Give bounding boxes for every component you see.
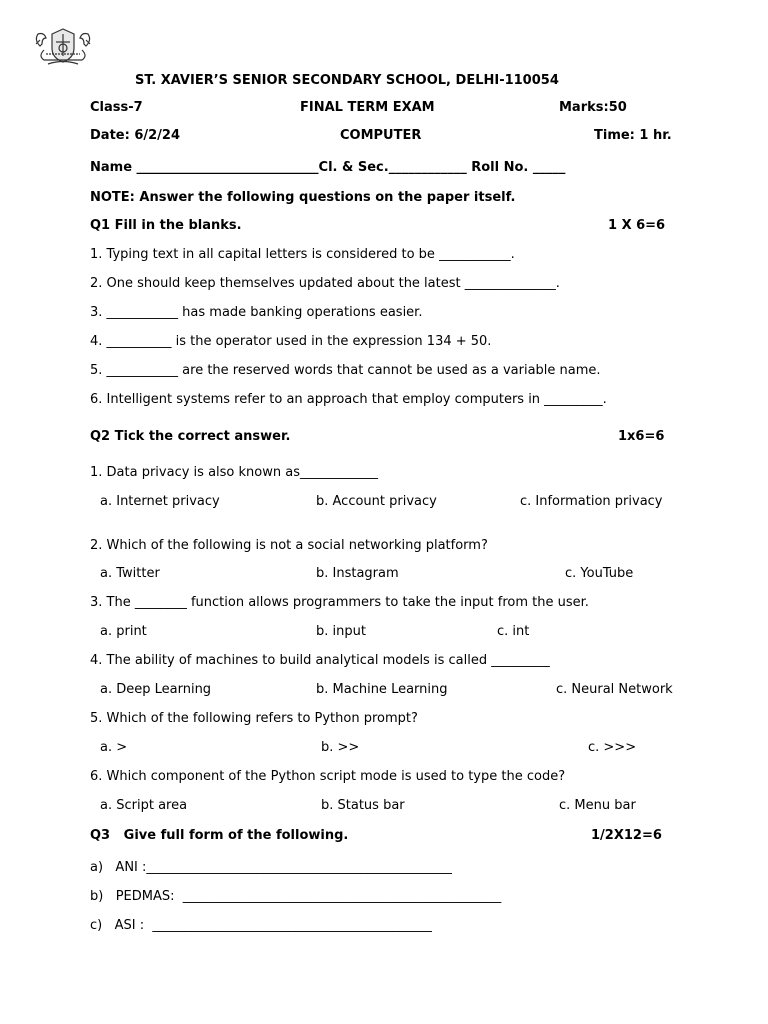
q3-item: c) ASI : ___________________________________________ [90, 918, 432, 933]
q2-question: 3. The ________ function allows programmers to take the input from the user. [90, 595, 589, 610]
q3-item: a) ANI :_______________________________________________ [90, 860, 452, 875]
q1-item: 6. Intelligent systems refer to an approach that employ computers in _________. [90, 392, 607, 407]
time-label: Time: 1 hr. [594, 128, 672, 143]
q2-option-b: b. Instagram [316, 566, 399, 581]
q2-option-a: a. Twitter [100, 566, 160, 581]
q2-question: 6. Which component of the Python script mode is used to type the code? [90, 769, 566, 784]
q3-title: Q3 Give full form of the following. [90, 828, 349, 843]
q2-option-a: a. Internet privacy [100, 494, 220, 509]
school-crest-logo [32, 26, 94, 66]
q1-item: 1. Typing text in all capital letters is considered to be ___________. [90, 247, 515, 262]
name-line: Name ____________________________Cl. & Sec.____________ Roll No. _____ [90, 160, 566, 175]
q2-option-b: b. Machine Learning [316, 682, 448, 697]
q2-option-a: a. print [100, 624, 147, 639]
exam-title: FINAL TERM EXAM [300, 100, 435, 115]
q2-marks: 1x6=6 [618, 429, 665, 444]
school-name: ST. XAVIER’S SENIOR SECONDARY SCHOOL, DELHI-110054 [135, 73, 559, 88]
date-label: Date: 6/2/24 [90, 128, 180, 143]
q2-option-c: c. YouTube [565, 566, 634, 581]
q2-option-b: b. Account privacy [316, 494, 437, 509]
q2-option-b: b. Status bar [321, 798, 405, 813]
q2-question: 5. Which of the following refers to Python prompt? [90, 711, 418, 726]
note: NOTE: Answer the following questions on the paper itself. [90, 190, 516, 205]
q2-question: 2. Which of the following is not a social networking platform? [90, 538, 488, 553]
q3-marks: 1/2X12=6 [591, 828, 662, 843]
q2-option-c: c. Menu bar [559, 798, 636, 813]
q2-option-c: c. int [497, 624, 530, 639]
q2-option-c: c. Neural Network [556, 682, 673, 697]
q1-title: Q1 Fill in the blanks. [90, 218, 242, 233]
class-label: Class-7 [90, 100, 143, 115]
q2-question: 4. The ability of machines to build analytical models is called _________ [90, 653, 550, 668]
q2-option-b: b. input [316, 624, 366, 639]
q2-question: 1. Data privacy is also known as____________ [90, 465, 378, 480]
q2-option-b: b. >> [321, 740, 360, 755]
q1-marks: 1 X 6=6 [608, 218, 666, 233]
q1-item: 4. __________ is the operator used in the expression 134 + 50. [90, 334, 492, 349]
q2-option-c: c. Information privacy [520, 494, 663, 509]
q3-item: b) PEDMAS: _________________________________________________ [90, 889, 502, 904]
q2-option-c: c. >>> [588, 740, 637, 755]
marks-label: Marks:50 [559, 100, 627, 115]
q2-option-a: a. Script area [100, 798, 188, 813]
q2-option-a: a. Deep Learning [100, 682, 212, 697]
q2-title: Q2 Tick the correct answer. [90, 429, 291, 444]
q2-option-a: a. > [100, 740, 128, 755]
subject-label: COMPUTER [340, 128, 422, 143]
q1-item: 2. One should keep themselves updated about the latest ______________. [90, 276, 560, 291]
q1-item: 5. ___________ are the reserved words that cannot be used as a variable name. [90, 363, 601, 378]
q1-item: 3. ___________ has made banking operations easier. [90, 305, 423, 320]
